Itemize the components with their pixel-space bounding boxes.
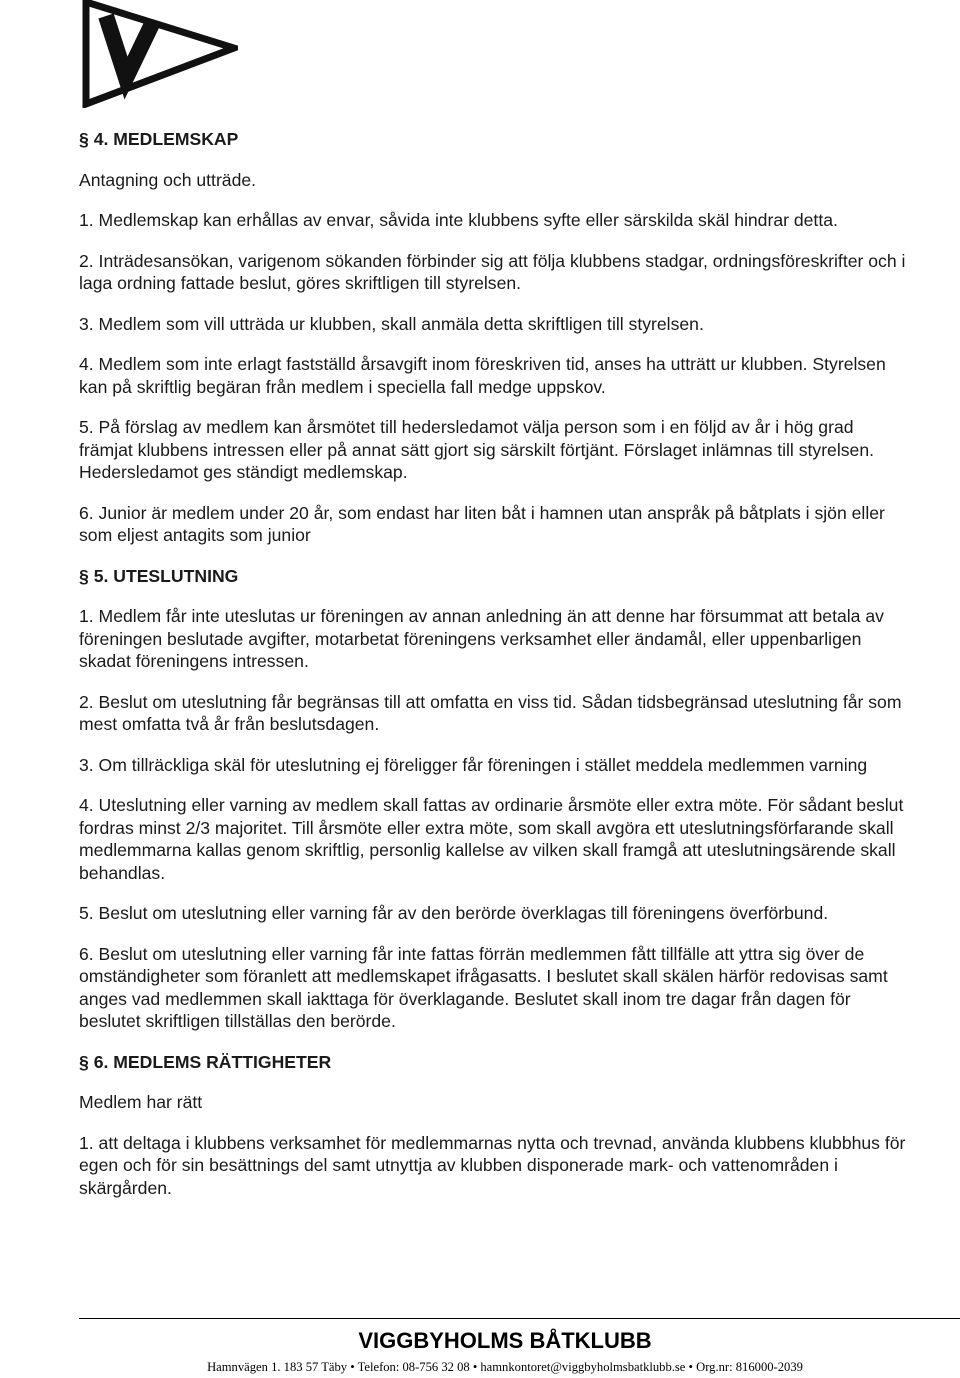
section-mark: §	[79, 565, 89, 586]
paragraph: 1. Medlem får inte uteslutas ur föreningen av annan anledning än att denne har försummat att betala av föreningen beslutade avgifter, motarbetat föreningens verksamhet eller ändamål, eller uppenbarligen skadat föreningens intressen.	[79, 606, 884, 671]
paragraph: 3. Medlem som vill utträda ur klubben, skall anmäla detta skriftligen till styrelsen.	[79, 313, 704, 334]
paragraph: 6. Beslut om uteslutning eller varning får inte fattas förrän medlemmen fått tillfälle att yttra sig över de omständigheter som föranlett att medlemskapet ifrågasatts. I beslutet skall skälen härför redovisas samt anges vad medlemmen skall iakttaga för överklagande. Beslutet skall inom tre dagar från dagen för beslutet skriftligen tillställas den berörde.	[79, 943, 888, 1031]
footer-divider	[79, 1318, 960, 1319]
paragraph: 2. Inträdesansökan, varigenom sökanden förbinder sig att följa klubbens stadgar, ordningsföreskrifter och i laga ordning fattade beslut, göres skriftligen till styrelsen.	[79, 250, 906, 293]
paragraph: 1. att deltaga i klubbens verksamhet för medlemmarnas nytta och trevnad, använda klubbens klubbhus för egen och för sin besättnings del samt utnyttja av klubben disponerade mark- och vattenområden i skärgården.	[79, 1132, 906, 1198]
section-heading	[79, 565, 909, 588]
paragraph: 4. Medlem som inte erlagt fastställd årsavgift inom föreskriven tid, anses ha utträtt ur klubben. Styrelsen kan på skriftlig begäran från medlem i speciella fall medge uppskov.	[79, 354, 886, 397]
paragraph: 2. Beslut om uteslutning får begränsas till att omfatta en viss tid. Sådan tidsbegränsad uteslutning får som mest omfatta två år från beslutsdagen.	[79, 691, 902, 734]
pennant-v-logo	[82, 0, 238, 108]
section-heading	[79, 128, 909, 151]
paragraph: 4. Uteslutning eller varning av medlem skall fattas av ordinarie årsmöte eller extra möte. För sådant beslut fordras minst 2/3 majoritet. Till årsmöte eller extra möte, som skall avgöra ett uteslutningsförfarande skall medlemmarna kallas genom skriftlig, personlig kallelse av vilken skall framgå att uteslutningsärende skall behandlas.	[79, 795, 904, 883]
document-body	[79, 128, 909, 1199]
section-heading	[79, 1051, 909, 1074]
footer-contact-line: Hamnvägen 1. 183 57 Täby • Telefon: 08-756 32 08 • hamnkontoret@viggbyholmsbatklubb.se • Org.nr: 816000-2039	[207, 1360, 803, 1374]
heading-text: 5. UTESLUTNING	[93, 565, 239, 586]
paragraph: 1. Medlemskap kan erhållas av envar, såvida inte klubbens syfte eller särskilda skäl hindrar detta.	[79, 210, 838, 230]
paragraph: 5. Beslut om uteslutning eller varning får av den berörde överklagas till föreningens överförbund.	[79, 903, 829, 923]
paragraph: 6. Junior är medlem under 20 år, som endast har liten båt i hamnen utan anspråk på båtplats i sjön eller som eljest antagits som junior	[79, 502, 885, 545]
heading-text: 4. MEDLEMSKAP	[93, 129, 239, 149]
section-mark: §	[79, 129, 89, 149]
paragraph: Antagning och utträde.	[79, 169, 257, 190]
paragraph: 5. På förslag av medlem kan årsmötet till hedersledamot välja person som i en följd av år i hög grad främjat klubbens intressen eller på annat sätt gjort sig särskilt förtjänt. Förslaget inlämnas till styrelsen. Hedersledamot ges ständigt medlemskap.	[79, 417, 875, 482]
paragraph: 3. Om tillräckliga skäl för uteslutning ej föreligger får föreningen i stället meddela medlemmen varning	[79, 754, 868, 775]
footer-club-name: VIGGBYHOLMS BÅTKLUBB	[358, 1328, 652, 1353]
section-mark: §	[79, 1051, 89, 1072]
heading-text: 6. MEDLEMS RÄTTIGHETER	[93, 1051, 332, 1072]
pennant-v-logo-icon	[82, 0, 238, 108]
paragraph: Medlem har rätt	[79, 1092, 203, 1112]
